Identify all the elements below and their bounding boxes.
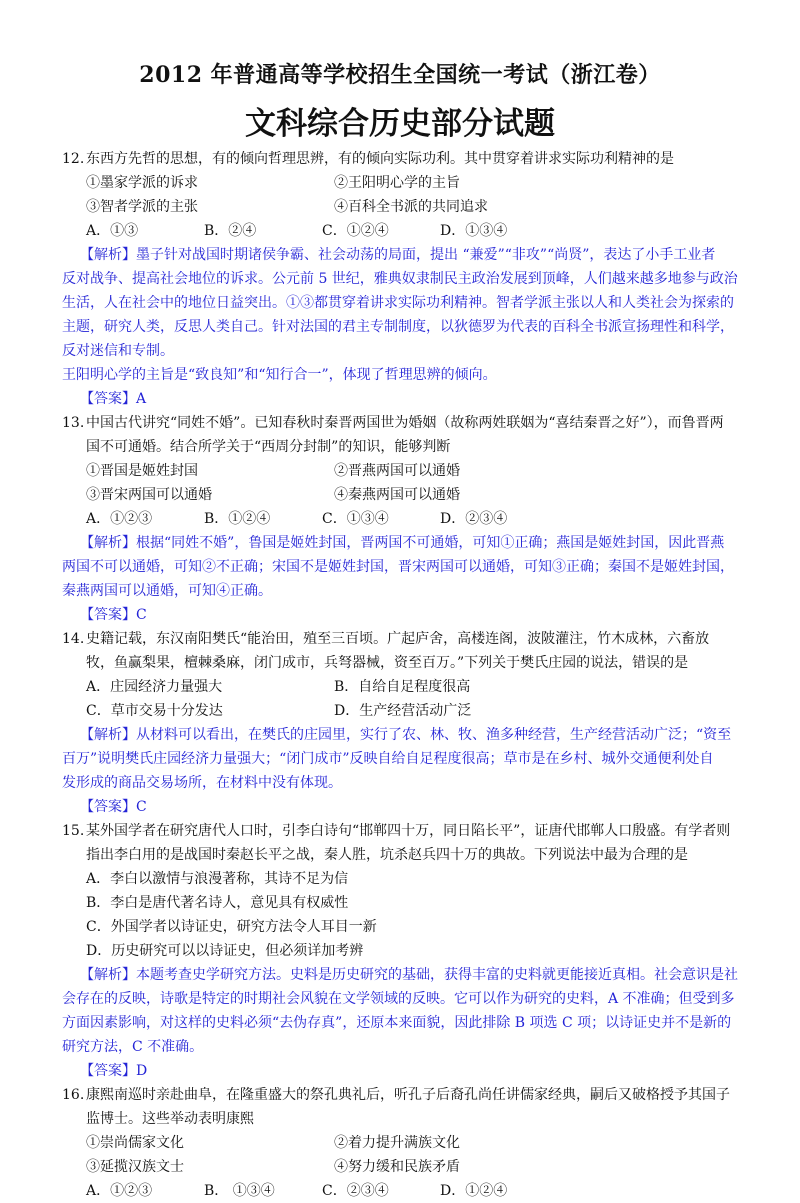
analysis-line: 百万”说明樊氏庄园经济力量强大；“闭门成市”反映自给自足程度很高；草市是在乡村、城外交通便利处自 xyxy=(62,751,714,767)
item: ①崇尚儒家文化 xyxy=(86,1135,184,1151)
question-stem: 监博士。这些举动表明康熙 xyxy=(86,1111,254,1127)
option: C．外国学者以诗证史，研究方法令人耳目一新 xyxy=(86,919,377,935)
question-16 xyxy=(62,1083,752,1203)
option: C．①③④ xyxy=(322,511,389,527)
question-number: 16. xyxy=(62,1087,85,1103)
item-row xyxy=(62,195,752,219)
item-row xyxy=(62,1155,752,1179)
option: A．庄园经济力量强大 xyxy=(86,679,223,695)
option-row xyxy=(62,507,752,531)
question-number: 14. xyxy=(62,631,85,647)
question-stem: 牧，鱼赢梨果，檀棘桑麻，闭门成市，兵弩器械，资至百万。”下列关于樊氏庄园的说法，错误的是 xyxy=(86,655,689,671)
question-stem: 史籍记载，东汉南阳樊氏“能治田，殖至三百顷。广起庐舍，高楼连阁，波陂灌注，竹木成林，六畜放 xyxy=(86,631,710,647)
analysis-line: 【解析】墨子针对战国时期诸侯争霸、社会动荡的局面，提出 “兼爱”“非攻”“尚贤”，表达了小手工业者 xyxy=(80,247,716,263)
analysis-line: 反对战争、提高社会地位的诉求。公元前 5 世纪，雅典奴隶制民主政治发展到顶峰，人们越来越多地参与政治 xyxy=(62,271,738,287)
option: B．②④ xyxy=(204,223,257,239)
option: B．①②④ xyxy=(204,511,271,527)
option: D．①②④ xyxy=(440,1183,508,1199)
option-row xyxy=(62,675,752,699)
option: D．历史研究可以以诗证史，但必须详加考辨 xyxy=(86,943,364,959)
item-row xyxy=(62,459,752,483)
question-stem: 康熙南巡时亲赴曲阜，在隆重盛大的祭孔典礼后，听孔子后裔孔尚任讲儒家经典，嗣后又破格授予其国子 xyxy=(86,1087,730,1103)
item: ④努力缓和民族矛盾 xyxy=(334,1159,460,1175)
item: ①墨家学派的诉求 xyxy=(86,175,198,191)
answer: 【答案】C xyxy=(80,607,147,623)
item: ②王阳明心学的主旨 xyxy=(334,175,460,191)
option: A．①③ xyxy=(86,223,139,239)
item: ②着力提升满族文化 xyxy=(334,1135,460,1151)
question-stem: 指出李白用的是战国时秦赵长平之战，秦人胜，坑杀赵兵四十万的典故。下列说法中最为合理的是 xyxy=(86,847,688,863)
analysis-line: 【解析】根据“同姓不婚”，鲁国是姬姓封国，晋两国不可通婚，可知①正确；燕国是姬姓封国，因此晋燕 xyxy=(80,535,725,551)
item: ①晋国是姬姓封国 xyxy=(86,463,198,479)
analysis-line: 发形成的商品交易场所，在材料中没有体现。 xyxy=(62,775,342,791)
analysis-line: 研究方法，C 不准确。 xyxy=(62,1039,204,1055)
option: A．①②③ xyxy=(86,511,153,527)
option: B．李白是唐代著名诗人，意见具有权威性 xyxy=(86,895,349,911)
question-14 xyxy=(62,627,752,819)
question-stem: 中国古代讲究“同姓不婚”。已知春秋时秦晋两国世为婚姻（故称两姓联姻为“喜结秦晋之好”），而鲁晋两 xyxy=(86,415,724,431)
analysis-line: 反对迷信和专制。 xyxy=(62,343,174,359)
option: A．李白以激情与浪漫著称，其诗不足为信 xyxy=(86,871,349,887)
question-12 xyxy=(62,147,752,411)
analysis-line: 王阳明心学的主旨是“致良知”和“知行合一”，体现了哲理思辨的倾向。 xyxy=(62,367,497,383)
option: A．①②③ xyxy=(86,1183,153,1199)
analysis-line: 方面因素影响，对这样的史料必须“去伪存真”，还原本来面貌，因此排除 B 项选 C 项；以诗证史并不是新的 xyxy=(62,1015,732,1031)
analysis-line: 主题，研究人类，反思人类自己。针对法国的君主专制制度，以狄德罗为代表的百科全书派宣扬理性和科学， xyxy=(62,319,734,335)
item: ②晋燕两国可以通婚 xyxy=(334,463,460,479)
item-row xyxy=(62,1131,752,1155)
option: B． ①③④ xyxy=(204,1183,275,1199)
question-number: 15. xyxy=(62,823,85,839)
option-row xyxy=(62,699,752,723)
item: ④秦燕两国可以通婚 xyxy=(334,487,460,503)
option: C．②③④ xyxy=(322,1183,389,1199)
analysis-line: 两国不可以通婚，可知②不正确；宋国不是姬姓封国，晋宋两国可以通婚，可知③正确；秦国不是姬姓封国， xyxy=(62,559,734,575)
answer: 【答案】A xyxy=(80,391,147,407)
analysis-line: 生活，人在社会中的地位日益突出。①③都贯穿着讲求实际功利精神。智者学派主张以人和人类社会为探索的 xyxy=(62,295,734,311)
question-stem: 国不可通婚。结合所学关于“西周分封制”的知识，能够判断 xyxy=(86,439,451,455)
answer: 【答案】D xyxy=(80,1063,148,1079)
question-number: 12. xyxy=(62,151,85,167)
question-number: 13. xyxy=(62,415,85,431)
item: ③智者学派的主张 xyxy=(86,199,198,215)
question-13 xyxy=(62,411,752,627)
item: ④百科全书派的共同追求 xyxy=(334,199,488,215)
option: C．草市交易十分发达 xyxy=(86,703,223,719)
analysis-line: 【解析】从材料可以看出，在樊氏的庄园里，实行了农、林、牧、渔多种经营，生产经营活动广泛；“资至 xyxy=(80,727,732,743)
analysis-line: 秦燕两国可以通婚，可知④正确。 xyxy=(62,583,272,599)
question-15 xyxy=(62,819,752,1083)
analysis-line: 【解析】本题考查史学研究方法。史料是历史研究的基础，获得丰富的史料就更能接近真相。社会意识是社 xyxy=(80,967,738,983)
exam-title: 2012 年普通高等学校招生全国统一考试（浙江卷） xyxy=(139,62,661,88)
analysis-line: 会存在的反映，诗歌是特定的时期社会风貌在文学领域的反映。它可以作为研究的史料，A 不准确；但受到多 xyxy=(62,991,735,1007)
option: D．①③④ xyxy=(440,223,508,239)
option: D．②③④ xyxy=(440,511,508,527)
item-row xyxy=(62,171,752,195)
option: D．生产经营活动广泛 xyxy=(334,703,472,719)
answer: 【答案】C xyxy=(80,799,147,815)
option-row xyxy=(62,1179,752,1203)
item-row xyxy=(62,483,752,507)
exam-content xyxy=(62,147,752,1203)
item: ③延揽汉族文士 xyxy=(86,1159,184,1175)
option: C．①②④ xyxy=(322,223,389,239)
option: B．自给自足程度很高 xyxy=(334,679,471,695)
exam-subtitle: 文科综合历史部分试题 xyxy=(245,106,555,142)
question-stem: 东西方先哲的思想，有的倾向哲理思辨，有的倾向实际功利。其中贯穿着讲求实际功利精神的是 xyxy=(86,151,674,167)
question-stem: 某外国学者在研究唐代人口时，引李白诗句“邯郸四十万，同日陷长平”，证唐代邯郸人口殷盛。有学者则 xyxy=(86,823,731,839)
option-row xyxy=(62,219,752,243)
item: ③晋宋两国可以通婚 xyxy=(86,487,212,503)
